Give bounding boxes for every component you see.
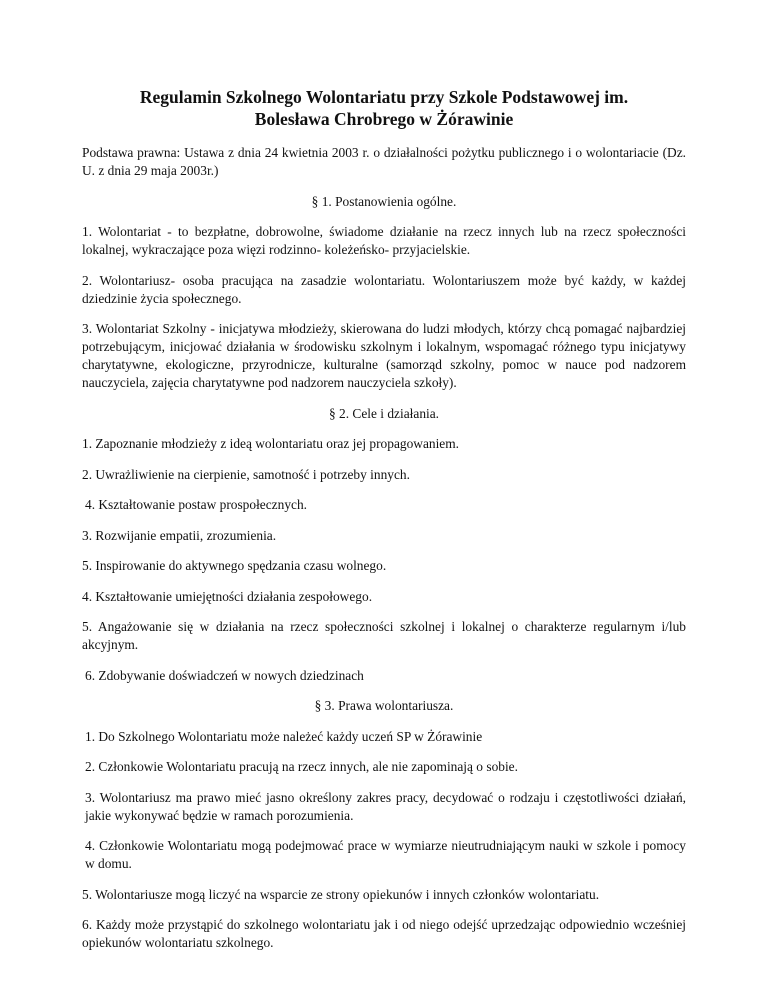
section-3-item: 1. Do Szkolnego Wolontariatu może należeć każdy uczeń SP w Żórawinie xyxy=(85,728,483,744)
section-1-item: 2. Wolontariusz- osoba pracująca na zasadzie wolontariatu. Wolontariuszem może być każdy, w każdej dziedzinie życia społecznego. xyxy=(82,272,686,306)
section-3-item: 5. Wolontariusze mogą liczyć na wsparcie ze strony opiekunów i innych członków wolontariatu. xyxy=(82,886,600,902)
legal-basis: Podstawa prawna: Ustawa z dnia 24 kwietnia 2003 r. o działalności pożytku publicznego i o wolontariacie (Dz. U. z dnia 29 maja 2003r.) xyxy=(82,145,686,178)
section-2-item: 3. Rozwijanie empatii, zrozumienia. xyxy=(82,527,277,543)
section-3-item: 4. Członkowie Wolontariatu mogą podejmować prace w wymiarze nieutrudniającym nauki w szkole i pomocy w domu. xyxy=(85,838,686,871)
section-2-heading: § 2. Cele i działania. xyxy=(328,405,440,421)
section-3-heading: § 3. Prawa wolontariusza. xyxy=(314,698,454,713)
section-2-item: 6. Zdobywanie doświadczeń w nowych dziedzinach xyxy=(85,667,364,683)
section-2-item: 1. Zapoznanie młodzieży z ideą wolontariatu oraz jej propagowaniem. xyxy=(82,436,460,451)
title-line-1: Regulamin Szkolnego Wolontariatu przy Szkole Podstawowej im. xyxy=(139,87,629,107)
section-3-item: 6. Każdy może przystąpić do szkolnego wolontariatu jak i od niego odejść uprzedzając odpowiednio wcześniej opiekunów wolontariatu szkolnego. xyxy=(82,917,686,950)
section-2-item: 4. Kształtowanie postaw prospołecznych. xyxy=(85,497,307,512)
section-2-item: 2. Uwrażliwienie na cierpienie, samotność i potrzeby innych. xyxy=(82,466,410,482)
document-title xyxy=(82,86,686,130)
title-line-2: Bolesława Chrobrego w Żórawinie xyxy=(254,109,514,129)
section-3-item: 3. Wolontariusz ma prawo mieć jasno określony zakres pracy, decydować o rodzaju i częstotliwości działań, jakie wykonywać będzie w ramach porozumienia. xyxy=(85,789,686,823)
section-1-item: 3. Wolontariat Szkolny - inicjatywa młodzieży, skierowana do ludzi młodych, którzy chcą pomagać najbardziej potrzebującym, inicjować działania w środowisku szkolnym i lokalnym, wspomagać różnego typu inicjatywy charytatywne, ekologiczne, przyrodnicze, kulturalne (samorząd szkolny, pomoc w nauce pod nadzorem nauczyciela, zajęcia charytatywne pod nadzorem nauczyciela szkoły). xyxy=(82,321,686,390)
section-2-item: 5. Angażowanie się w działania na rzecz społeczności szkolnej i lokalnej o charakterze regularnym i/lub akcyjnym. xyxy=(82,619,686,652)
section-2-item: 4. Kształtowanie umiejętności działania zespołowego. xyxy=(82,588,373,604)
section-3-item: 2. Członkowie Wolontariatu pracują na rzecz innych, ale nie zapominają o sobie. xyxy=(85,759,518,774)
section-2-item: 5. Inspirowanie do aktywnego spędzania czasu wolnego. xyxy=(82,558,387,573)
document-page xyxy=(82,86,686,965)
section-1-heading: § 1. Postanowienia ogólne. xyxy=(311,193,457,209)
section-1-item: 1. Wolontariat - to bezpłatne, dobrowolne, świadome działanie na rzecz innych lub na rzecz społeczności lokalnej, wykraczające poza więzi rodzinno- koleżeńsko- przyjacielskie. xyxy=(82,224,686,257)
